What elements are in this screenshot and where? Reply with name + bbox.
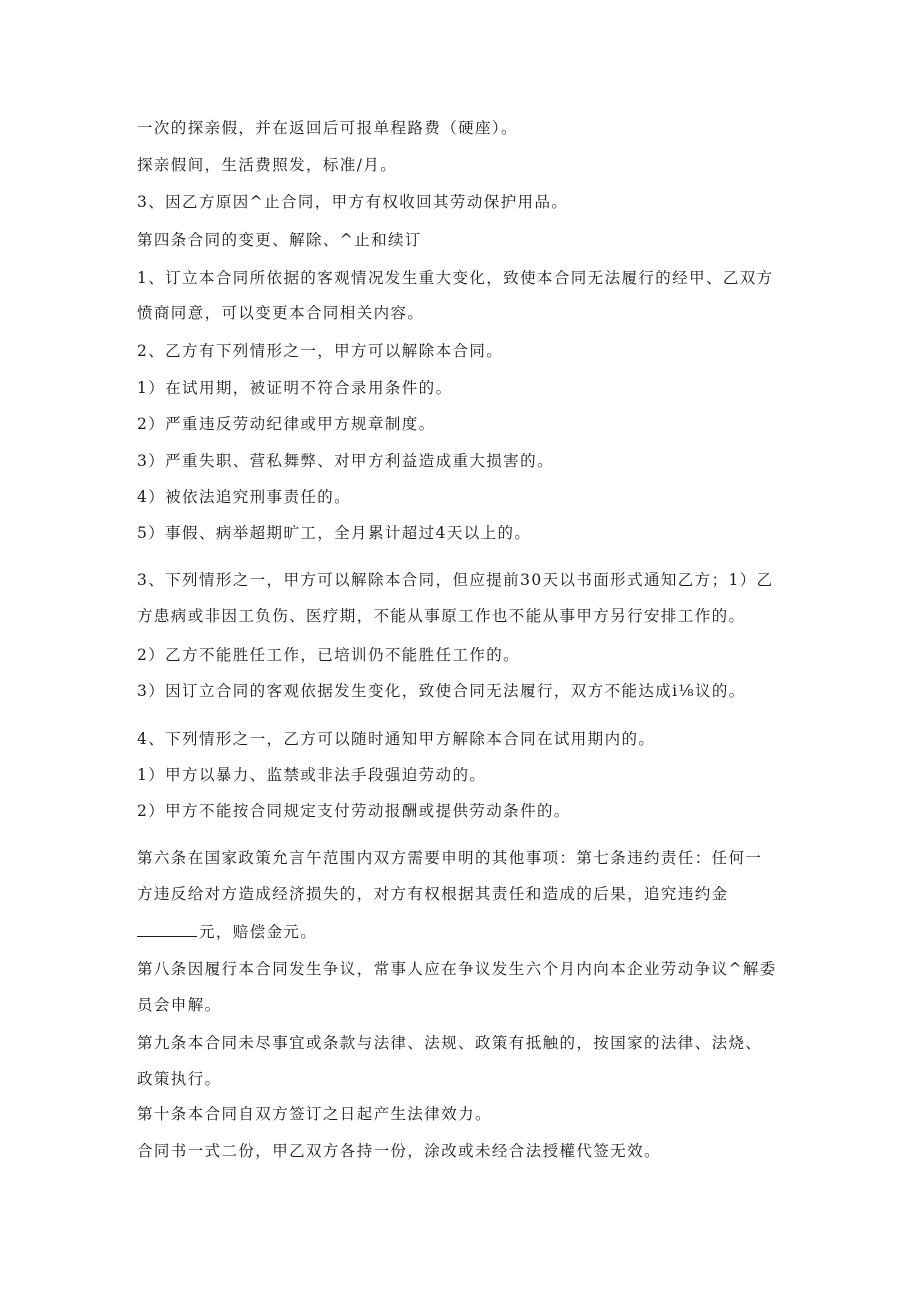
fill-in-blank (137, 922, 197, 937)
list-item: 1）在试用期，被证明不符合录用条件的。 (137, 379, 453, 397)
section-heading: 第四条合同的变更、解除、^止和续订 (137, 231, 422, 249)
paragraph-line: 3、因乙方原因^止合同，甲方有权收回其劳动保护用品。 (137, 193, 569, 211)
paragraph-line: 一次的探亲假，并在返回后可报单程路费（硬座）。 (137, 119, 518, 137)
list-item: 2）严重违反劳动纪律或甲方规章制度。 (137, 415, 436, 433)
section-heading: 第八条因履行本合同发生争议，常事人应在争议发生六个月内向本企业劳动争议^解委 (137, 960, 777, 978)
section-heading: 第九条本合同未尽事宜或条款与法律、法规、政策有抵触的，按国家的法律、法烧、 (137, 1034, 763, 1052)
paragraph-line: 1、订立本合同所依据的客观情况发生重大变化，致使本合同无法履行的经甲、乙双方 (137, 269, 774, 287)
paragraph-line (137, 922, 317, 942)
paragraph-line: 探亲假间，生活费照发，标准/月。 (137, 156, 398, 174)
paragraph-line: 方违反给对方造成经济损失的，对方有权根据其责任和造成的后果，追究违约金 (137, 885, 729, 903)
list-item: 3）严重失职、营私舞弊、对甲方利益造成重大损害的。 (137, 452, 554, 470)
list-item: 3）因订立合同的客观依据发生变化，致使合同无法履行，双方不能达成i⅛议的。 (137, 682, 746, 700)
list-item: 2）甲方不能按合同规定支付劳动报酬或提供劳动条件的。 (137, 802, 571, 820)
paragraph-line: 员会申解。 (137, 996, 222, 1014)
list-item: 5）事假、病举超期旷工，全月累计超过4天以上的。 (137, 524, 532, 542)
paragraph-line: 合同书一式二份，甲乙双方各持一份，涂改或未经合法授權代签无效。 (137, 1142, 661, 1160)
list-item: 2）乙方不能胜任工作，已培训仍不能胜任工作的。 (137, 646, 521, 664)
section-heading: 第十条本合同自双方签订之日起产生法律效力。 (137, 1105, 492, 1123)
paragraph-line: 2、乙方有下列情形之一，甲方可以解除本合同。 (137, 342, 504, 360)
paragraph-text: 元，赔偿金元。 (199, 923, 318, 941)
section-heading: 第六条在国家政策允言午范围内双方需要申明的其他事项：第七条违约责任：任何一 (137, 849, 763, 867)
paragraph-line: 4、下列情形之一，乙方可以随时通知甲方解除本合同在试用期内的。 (137, 730, 656, 748)
paragraph-line: 政策执行。 (137, 1070, 222, 1088)
paragraph-line: 3、下列情形之一，甲方可以解除本合同，但应提前30天以书面形式通知乙方；1）乙 (137, 571, 774, 589)
paragraph-line: 方患病或非因工负伤、医疗期，不能从事原工作也不能从事甲方另行安排工作的。 (137, 607, 746, 625)
list-item: 1）甲方以暴力、监禁或非法手段强迫劳动的。 (137, 766, 487, 784)
paragraph-line: 愤商同意，可以变更本合同相关内容。 (137, 304, 425, 322)
list-item: 4）被依法追究刑事责任的。 (137, 488, 352, 506)
